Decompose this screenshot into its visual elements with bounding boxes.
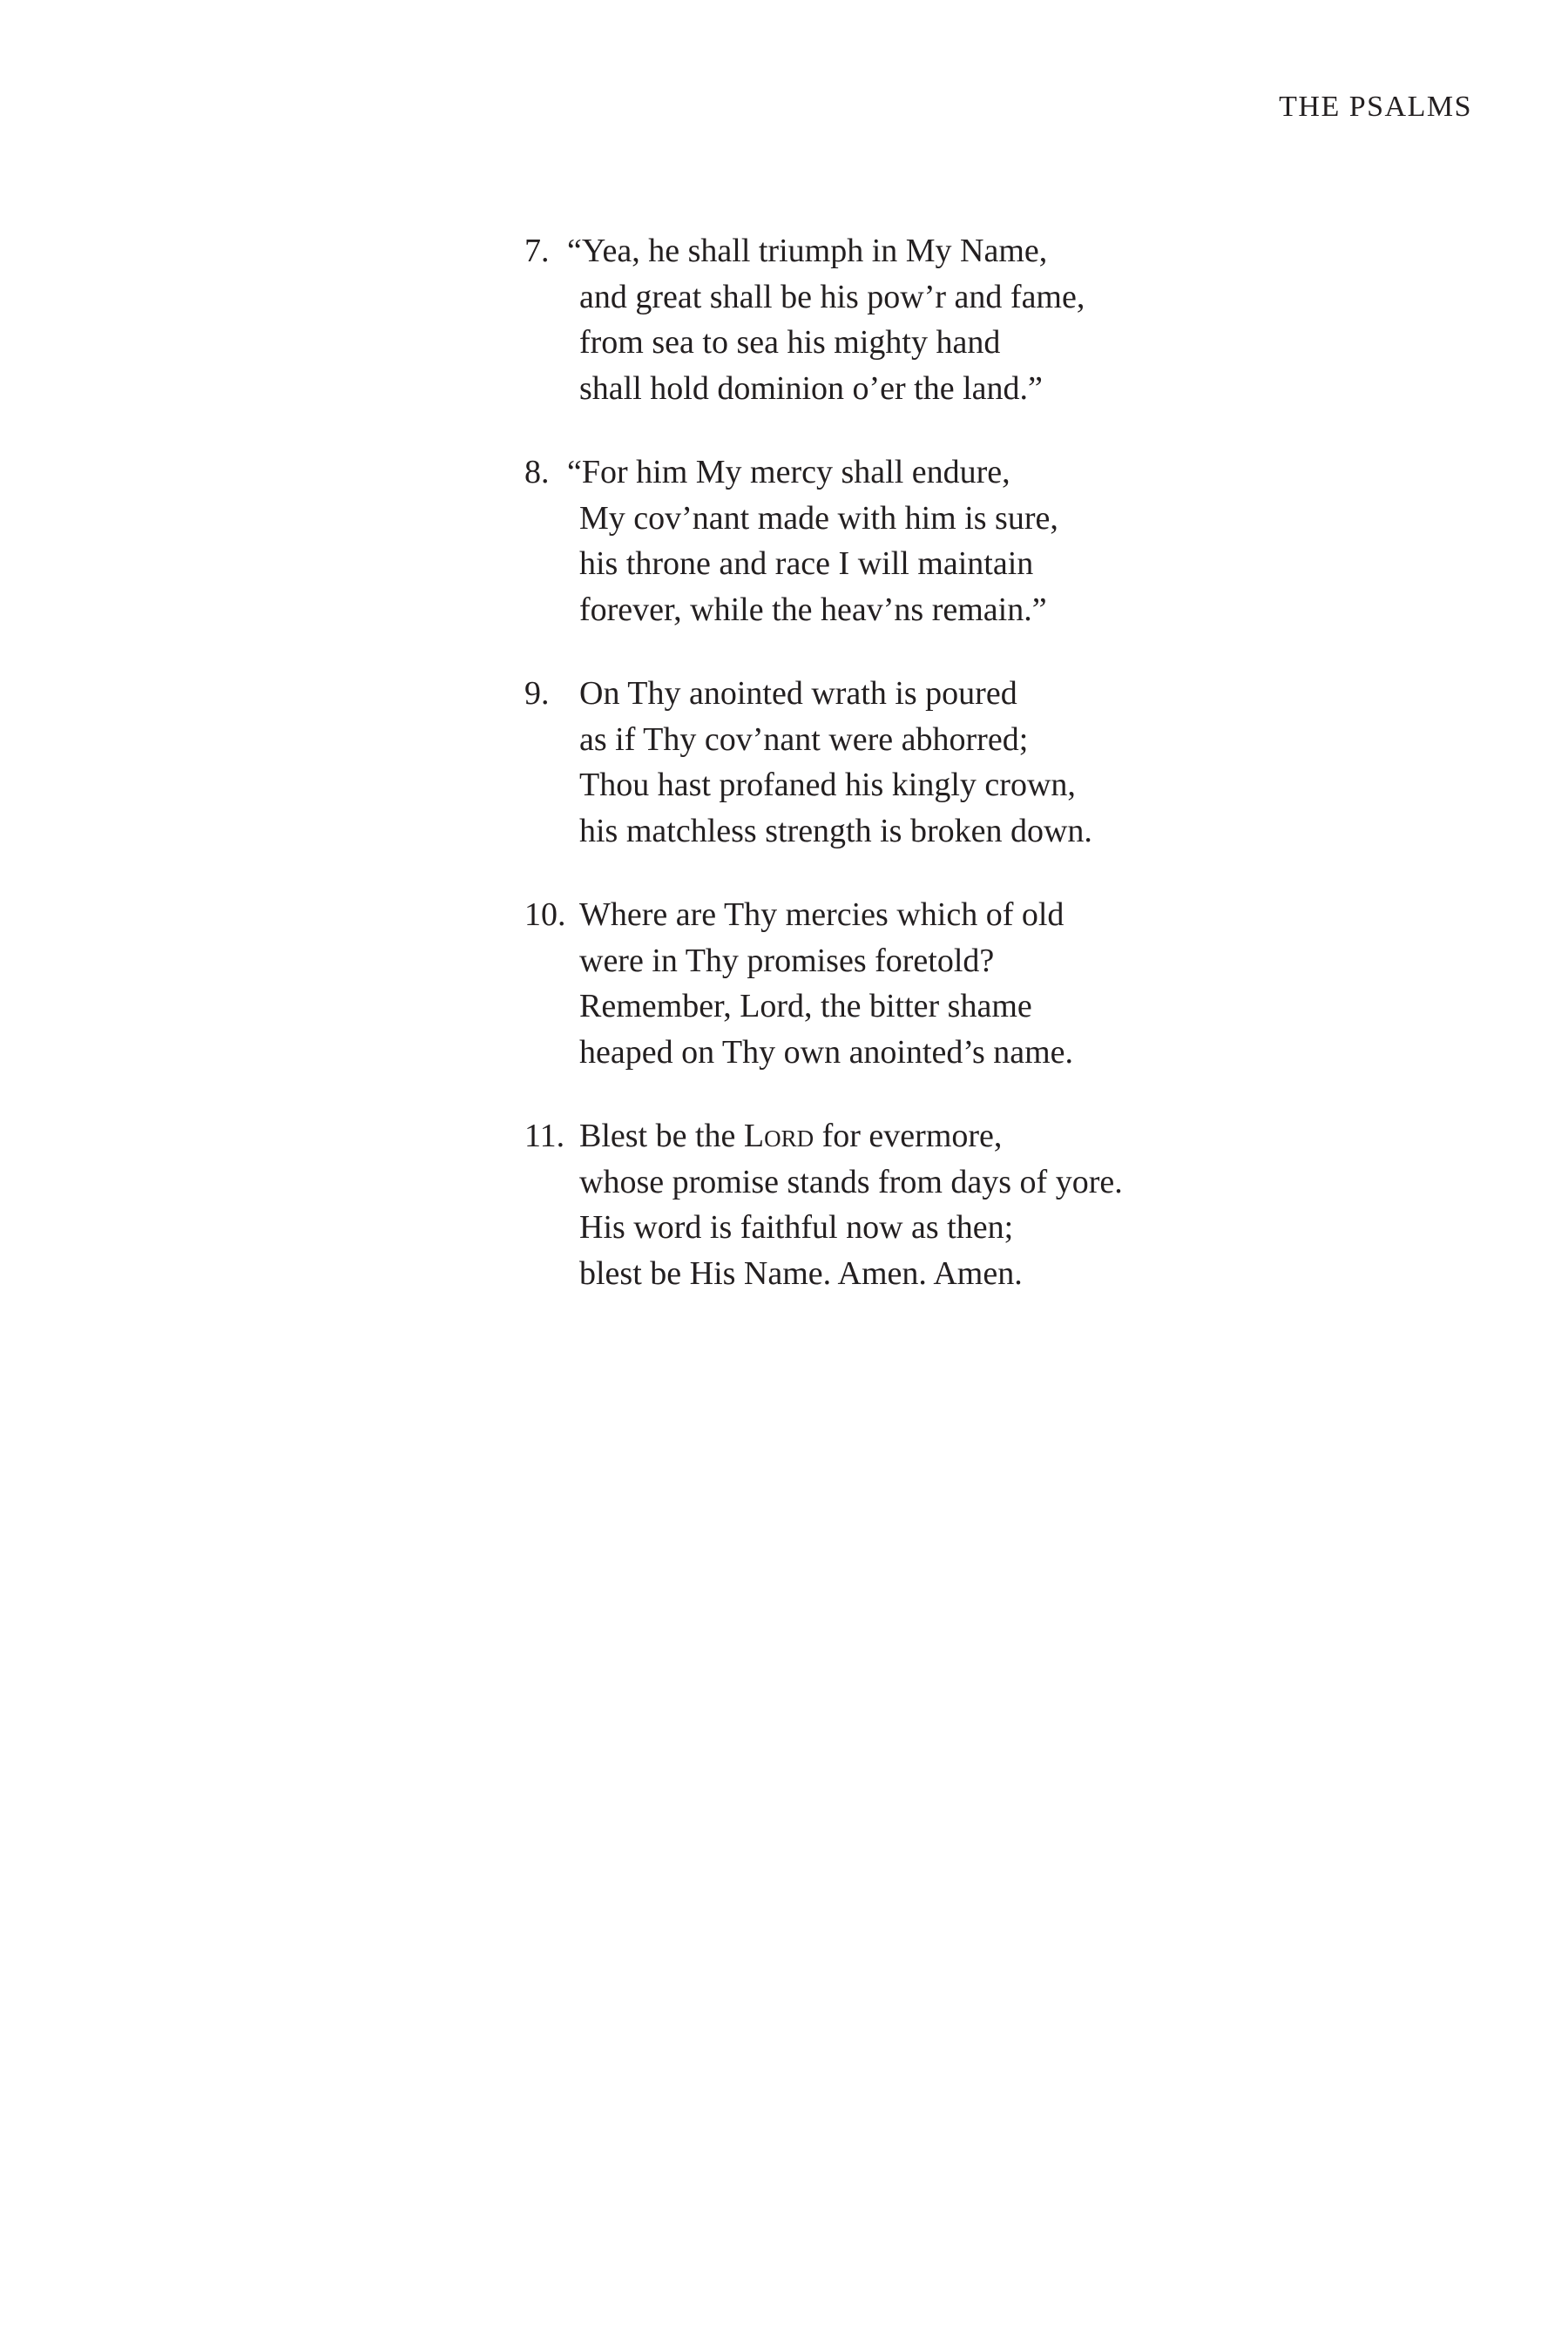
- stanza-lines: [524, 892, 1483, 1075]
- stanza-number: 8.: [524, 454, 550, 490]
- verse-line: Thou hast profaned his kingly crown,: [579, 767, 1076, 803]
- verse-line: “For him My mercy shall endure,: [567, 454, 1010, 490]
- verse-line: were in Thy promises foretold?: [579, 942, 995, 979]
- verse-line: his matchless strength is broken down.: [579, 812, 1092, 849]
- stanza-lines: [524, 228, 1483, 411]
- divine-name-smallcaps: Lord: [743, 1118, 814, 1154]
- verse-line-text: Blest be the: [579, 1118, 744, 1154]
- psalm-text: [524, 228, 1483, 1335]
- stanza-lines: [524, 449, 1483, 632]
- stanza-number: 9.: [524, 675, 550, 712]
- stanza-10: [524, 892, 1483, 1075]
- verse-line: “Yea, he shall triumph in My Name,: [567, 233, 1048, 269]
- verse-line: his throne and race I will maintain: [579, 545, 1034, 582]
- stanza-8: [524, 449, 1483, 632]
- verse-line: [579, 1113, 1483, 1159]
- verse-line: His word is faithful now as then;: [579, 1209, 1014, 1246]
- verse-line: whose promise stands from days of yore.: [579, 1163, 1123, 1200]
- verse-line: as if Thy cov’nant were abhorred;: [579, 720, 1029, 758]
- verse-line: Where are Thy mercies which of old: [579, 896, 1064, 933]
- verse-line: forever, while the heav’ns remain.”: [579, 591, 1047, 628]
- verse-line: from sea to sea his mighty hand: [579, 324, 1001, 361]
- verse-line: blest be His Name. Amen. Amen.: [579, 1254, 1023, 1292]
- verse-line: heaped on Thy own anointed’s name.: [579, 1033, 1074, 1071]
- running-head: THE PSALMS: [1279, 91, 1472, 123]
- verse-line: My cov’nant made with him is sure,: [579, 499, 1058, 537]
- verse-line: On Thy anointed wrath is poured: [579, 675, 1017, 712]
- verse-line: and great shall be his pow’r and fame,: [579, 278, 1085, 315]
- stanza-number: 7.: [524, 233, 550, 269]
- stanza-lines: [524, 671, 1483, 854]
- stanza-lines: [524, 1113, 1483, 1296]
- stanza-number: 10.: [524, 896, 566, 933]
- stanza-7: [524, 228, 1483, 411]
- verse-line: Remember, Lord, the bitter shame: [579, 988, 1032, 1024]
- stanza-9: [524, 671, 1483, 854]
- verse-line: shall hold dominion o’er the land.”: [579, 369, 1043, 407]
- stanza-number: 11.: [524, 1118, 565, 1154]
- verse-line-text: for evermore,: [814, 1118, 1003, 1154]
- stanza-11: [524, 1113, 1483, 1296]
